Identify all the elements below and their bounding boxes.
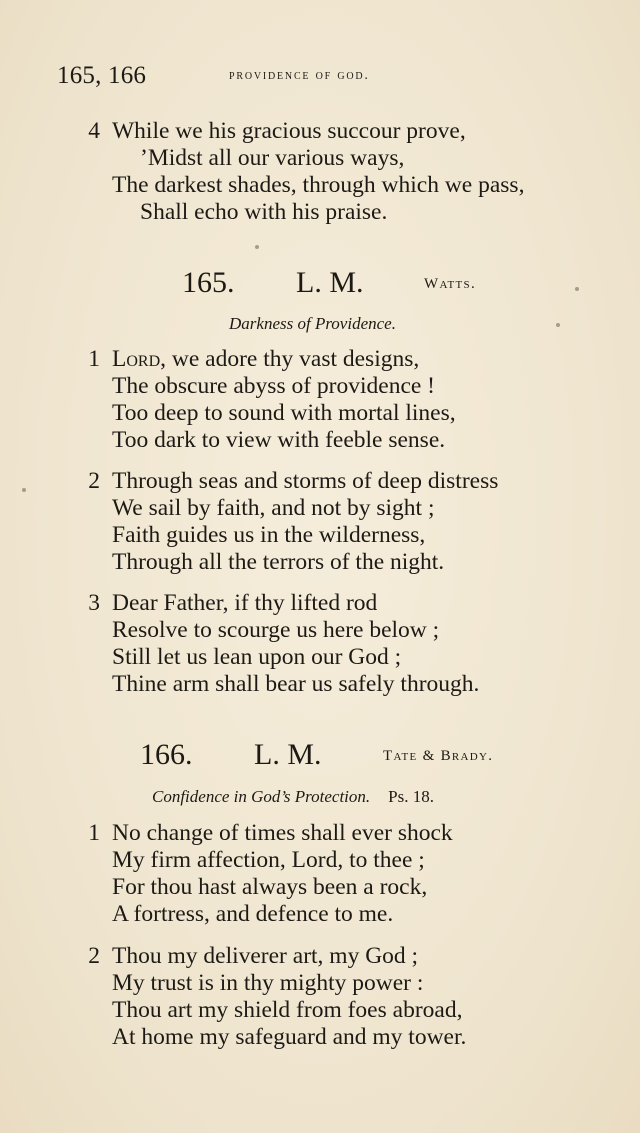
hymn-165-stanza-3 <box>78 590 598 698</box>
paper-speck <box>556 323 560 327</box>
verse-line: Thou my deliverer art, my God ; <box>112 943 419 969</box>
hymn-number: 165. <box>182 266 235 299</box>
verse-line: Shall echo with his praise. <box>140 199 388 225</box>
verse-line: At home my safeguard and my tower. <box>112 1024 467 1050</box>
hymn-166-header <box>0 738 640 774</box>
running-head <box>57 62 587 92</box>
scripture-reference: Ps. 18. <box>388 787 434 806</box>
hymn-165-stanza-1 <box>78 346 598 454</box>
verse-line: We sail by faith, and not by sight ; <box>112 495 435 521</box>
hymn-166-subtitle <box>152 787 434 807</box>
hymn-165-stanza-2 <box>78 468 598 576</box>
hymn-165-header <box>0 266 640 302</box>
verse-line: Through seas and storms of deep distress <box>112 468 499 494</box>
verse-line: Thou art my shield from foes abroad, <box>112 997 463 1023</box>
hymn-166-stanza-2 <box>78 943 598 1051</box>
verse-line: Thine arm shall bear us safely through. <box>112 671 480 697</box>
stanza-number: 2 <box>88 468 100 494</box>
page-numbers: 165, 166 <box>57 62 147 89</box>
stanza-number: 3 <box>88 590 100 616</box>
verse-line: Still let us lean upon our God ; <box>112 644 402 670</box>
stanza-number: 1 <box>88 346 100 372</box>
stanza-number: 4 <box>88 118 100 144</box>
hymn-165-subtitle: Darkness of Providence. <box>229 314 396 333</box>
subtitle-text: Confidence in God’s Protection. <box>152 787 371 806</box>
verse-line: Faith guides us in the wilderness, <box>112 522 426 548</box>
verse-line: No change of times shall ever shock <box>112 820 453 846</box>
paper-speck <box>575 287 579 291</box>
stanza-prev-4 <box>78 118 598 226</box>
hymn-166-stanza-1 <box>78 820 598 928</box>
hymn-meter: L. M. <box>254 738 322 771</box>
verse-line: Through all the terrors of the night. <box>112 549 445 575</box>
verse-line: Too dark to view with feeble sense. <box>112 427 446 453</box>
verse-line-rest: , we adore thy vast designs, <box>160 346 420 372</box>
hymn-meter: L. M. <box>296 266 364 299</box>
verse-line: For thou hast always been a rock, <box>112 874 428 900</box>
verse-line <box>78 346 598 373</box>
verse-line: Dear Father, if thy lifted rod <box>112 590 378 616</box>
paper-speck <box>22 488 26 492</box>
stanza-number: 2 <box>88 943 100 969</box>
paper-speck <box>255 245 259 249</box>
verse-line: Resolve to scourge us here below ; <box>112 617 440 643</box>
hymn-author: Tate & Brady. <box>383 748 494 764</box>
verse-line: The obscure abyss of providence ! <box>112 373 436 399</box>
stanza-number: 1 <box>88 820 100 846</box>
hymn-number: 166. <box>140 738 193 771</box>
verse-line: While we his gracious succour prove, <box>112 118 466 144</box>
verse-line: The darkest shades, through which we pass, <box>112 172 525 198</box>
verse-line: Too deep to sound with mortal lines, <box>112 400 456 426</box>
verse-line: ’Midst all our various ways, <box>140 145 405 171</box>
running-title: providence of god. <box>229 68 370 83</box>
hymn-author: Watts. <box>424 276 476 292</box>
verse-line: My firm affection, Lord, to thee ; <box>112 847 425 873</box>
verse-line: My trust is in thy mighty power : <box>112 970 424 996</box>
verse-line: A fortress, and defence to me. <box>112 901 394 927</box>
small-caps-word: Lord <box>112 346 161 372</box>
